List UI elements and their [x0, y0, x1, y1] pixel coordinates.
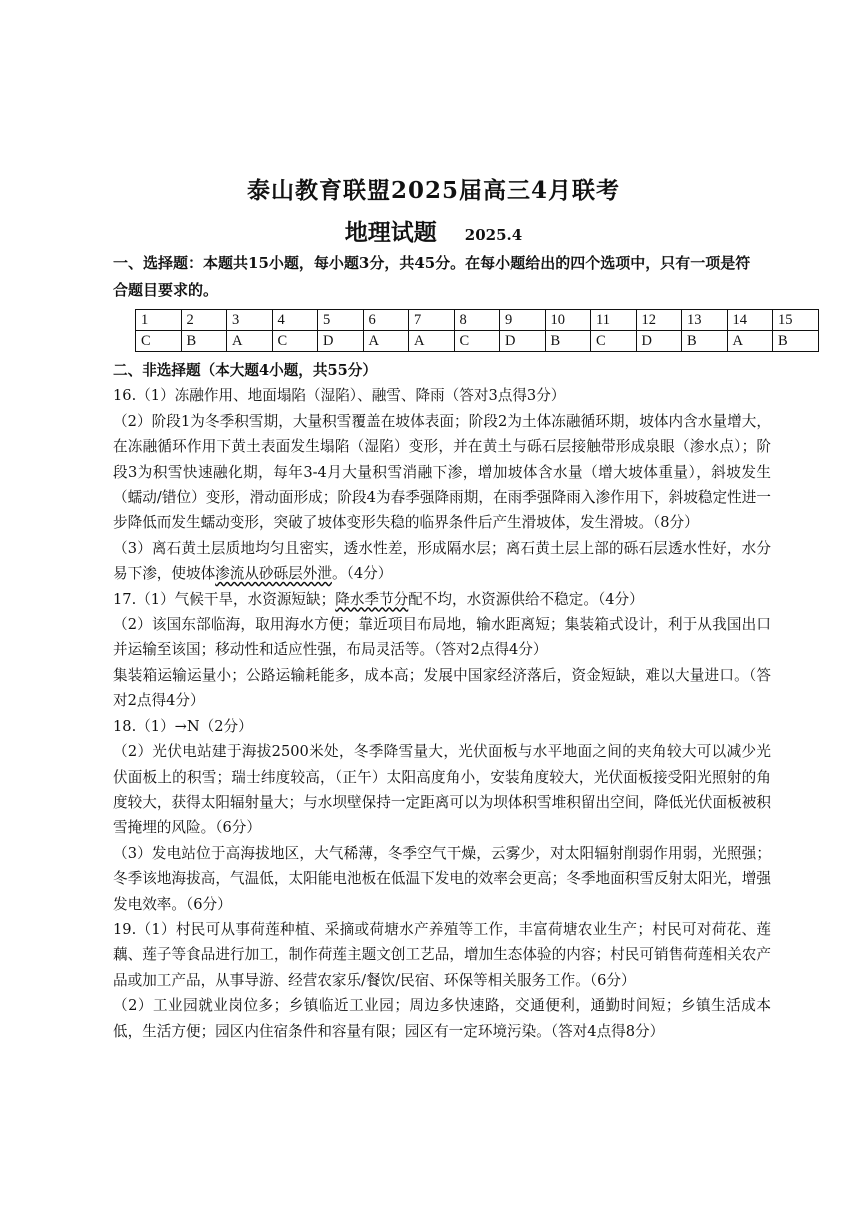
section2-heading: 二、非选择题（本大题4小题，共55分） [113, 362, 377, 379]
non-choice-answers [113, 358, 771, 1044]
table-cell: 7 [409, 310, 455, 331]
answer-table-answer-row [136, 331, 819, 352]
wavy-underlined-text: 降水季节分 [335, 590, 409, 608]
table-cell: 14 [727, 310, 773, 331]
answer-17-2: （2）该国东部临海，取用海水方便；靠近项目布局地，输水距离短；集装箱式设计，利于从我国出口并运输至该国；移动性和适应性强，布局灵活等。（答对2点得4分） [113, 616, 771, 659]
answer-17-3: 集装箱运输运量小；公路运输耗能多，成本高；发展中国家经济落后，资金短缺，难以大量进口。（答对2点得4分） [113, 666, 771, 710]
table-cell: 1 [136, 310, 182, 331]
answer-16-2: （2）阶段1为冬季积雪期，大量积雪覆盖在坡体表面；阶段2为土体冻融循环期，坡体内含水量增大，在冻融循环作用下黄土表面发生塌陷（湿陷）变形，并在黄土与砾石层接触带形成泉眼（渗水点）；阶段3为积雪快速融化期，每年3-4月大量积雪消融下渗，增加坡体含水量（增大坡体重量），斜坡发生（蠕动/错位）变形，滑动面形成；阶段4为春季强降雨期，在雨季强降雨入渗作用下，斜坡稳定性进一步降低而发生蠕动变形，突破了坡体变形失稳的临界条件后产生滑坡体，发生滑坡。（8分） [113, 412, 771, 532]
subject-title-line [0, 214, 867, 247]
answer-19-2: （2）工业园就业岗位多；乡镇临近工业园；周边多快速路，交通便利，通勤时间短；乡镇生活成本低，生活方便；园区内住宿条件和容量有限；园区有一定环境污染。（答对4点得8分） [113, 997, 771, 1040]
table-cell: A [227, 331, 273, 352]
table-cell: B [682, 331, 728, 352]
table-cell: C [272, 331, 318, 352]
table-cell: 13 [682, 310, 728, 331]
table-cell: 10 [545, 310, 591, 331]
answer-table [135, 309, 819, 352]
answer-16-3-text: （3）离石黄土层质地均匀且密实，透水性差，形成隔水层；离石黄土层上部的砾石层透水性好，水分易下渗，使坡体 [113, 539, 771, 583]
answer-18-1: 18.（1）→N（2分） [113, 717, 253, 735]
table-cell: 5 [318, 310, 364, 331]
answer-18-3: （3）发电站位于高海拔地区，大气稀薄，冬季空气干燥，云雾少，对太阳辐射削弱作用弱，光照强；冬季该地海拔高，气温低，太阳能电池板在低温下发电的效率会更高；冬季地面积雪反射太阳光，增强发电效率。（6分） [113, 844, 771, 913]
section1-heading: 一、选择题：本题共15小题，每小题3分，共45分。在每小题给出的四个选项中，只有一项是符合题目要求的。 [113, 254, 751, 299]
table-cell: 11 [591, 310, 637, 331]
answer-17-1-text: 17.（1）气候干旱，水资源短缺； [113, 590, 336, 608]
exam-date: 2025.4 [464, 226, 523, 244]
table-cell: 12 [636, 310, 682, 331]
table-cell: B [181, 331, 227, 352]
answer-table-number-row [136, 310, 819, 331]
table-cell: B [545, 331, 591, 352]
table-cell: 9 [500, 310, 546, 331]
subject-title: 地理试题 [344, 219, 437, 246]
table-cell: D [500, 331, 546, 352]
table-cell: D [318, 331, 364, 352]
table-cell: 2 [181, 310, 227, 331]
table-cell: A [363, 331, 409, 352]
answer-17-1 [113, 587, 771, 612]
wavy-underlined-text: 渗流从砂砾层外泄 [215, 565, 332, 583]
table-cell: 4 [272, 310, 318, 331]
table-cell: 6 [363, 310, 409, 331]
answer-16-3 [113, 536, 771, 587]
table-cell: A [409, 331, 455, 352]
table-cell: C [454, 331, 500, 352]
table-cell: A [727, 331, 773, 352]
exam-title: 泰山教育联盟2025届高三4月联考 [246, 177, 621, 204]
answer-18-2: （2）光伏电站建于海拔2500米处，冬季降雪量大，光伏面板与水平地面之间的夹角较大可以减少光伏面板上的积雪；瑞士纬度较高，（正午）太阳高度角小，安装角度较大，光伏面板接受阳光照射的角度较大，获得太阳辐射量大；与水坝壁保持一定距离可以为坝体积雪堆积留出空间，降低光伏面板被积雪掩埋的风险。（6分） [113, 743, 771, 837]
table-cell: C [591, 331, 637, 352]
table-cell: B [773, 331, 819, 352]
answer-19-1: 19.（1）村民可从事荷莲种植、采摘或荷塘水产养殖等工作，丰富荷塘农业生产；村民可对荷花、莲藕、莲子等食品进行加工，制作荷莲主题文创工艺品，增加生态体验的内容；村民可销售荷莲相关农产品或加工产品，从事导游、经营农家乐/餐饮/民宿、环保等相关服务工作。（6分） [113, 920, 771, 989]
answer-16-3-end: 。（4分） [331, 565, 393, 583]
table-cell: C [136, 331, 182, 352]
answer-16-1: 16.（1）冻融作用、地面塌陷（湿陷）、融雪、降雨（答对3点得3分） [113, 387, 566, 405]
table-cell: 3 [227, 310, 273, 331]
table-cell: 8 [454, 310, 500, 331]
table-cell: D [636, 331, 682, 352]
answer-17-1-end: 配不均，水资源供给不稳定。（4分） [408, 590, 644, 608]
table-cell: 15 [773, 310, 819, 331]
